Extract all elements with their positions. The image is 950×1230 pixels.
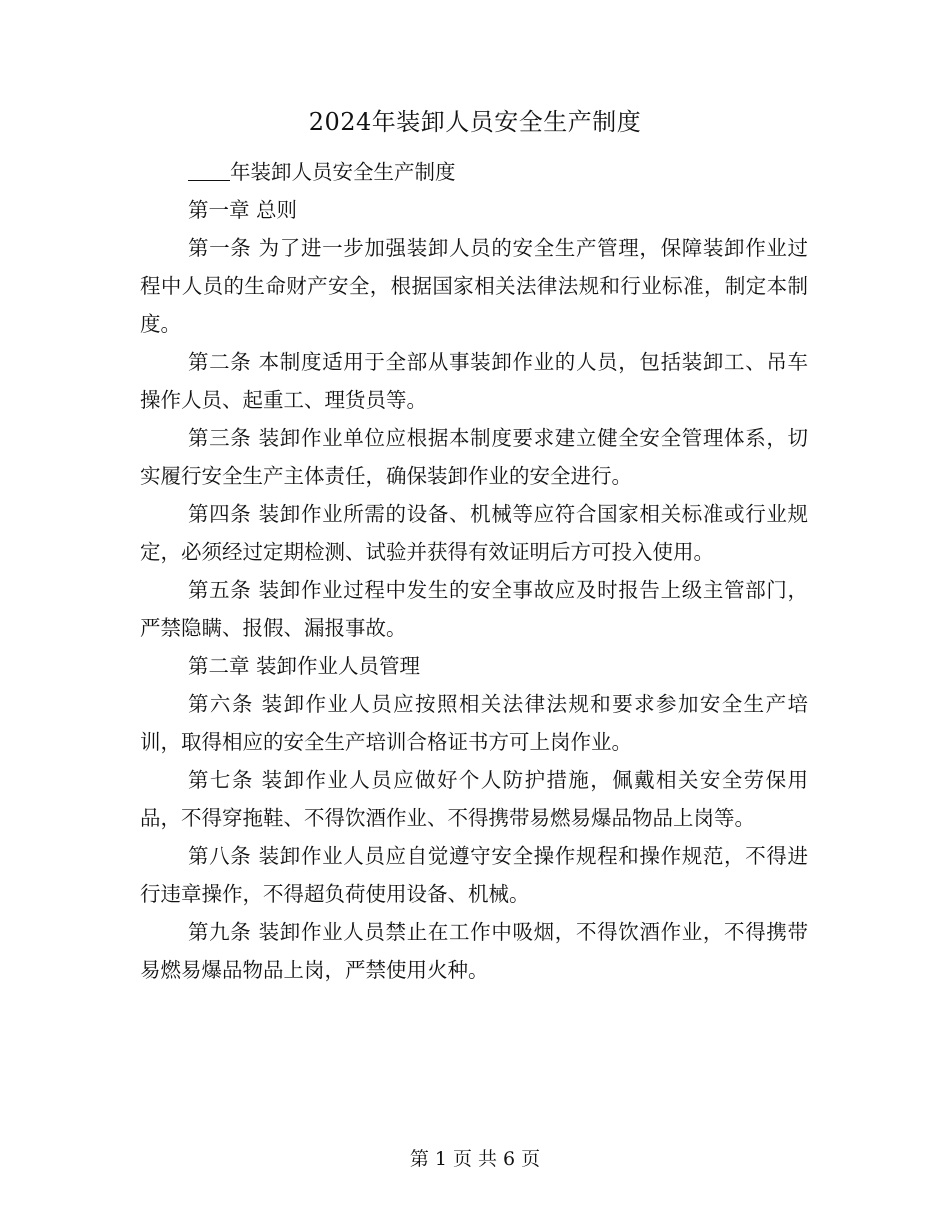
paragraph-text: 第二条 本制度适用于全部从事装卸作业的人员，包括装卸工、吊车操作人员、起重工、理货员等。 — [140, 350, 808, 412]
paragraph-text: 第八条 装卸作业人员应自觉遵守安全操作规程和操作规范，不得进行违章操作，不得超负荷使用设备、机械。 — [140, 844, 808, 906]
paragraph — [140, 229, 808, 343]
paragraph-text: 年装卸人员安全生产制度 — [230, 160, 456, 184]
paragraph-text: 第六条 装卸作业人员应按照相关法律法规和要求参加安全生产培训，取得相应的安全生产培训合格证书方可上岗作业。 — [140, 692, 808, 754]
paragraph — [140, 419, 808, 495]
paragraph-text: 第二章 装卸作业人员管理 — [188, 654, 421, 678]
fill-in-blank — [188, 160, 230, 181]
paragraph — [140, 495, 808, 571]
paragraph — [140, 913, 808, 989]
paragraph — [140, 343, 808, 419]
paragraph-text: 第一条 为了进一步加强装卸人员的安全生产管理，保障装卸作业过程中人员的生命财产安全，根据国家相关法律法规和行业标准，制定本制度。 — [140, 236, 808, 336]
document-title: 2024年装卸人员安全生产制度 — [308, 108, 642, 136]
paragraph-text: 第九条 装卸作业人员禁止在工作中吸烟，不得饮酒作业，不得携带易燃易爆品物品上岗，严禁使用火种。 — [140, 920, 808, 982]
paragraph — [140, 685, 808, 761]
paragraph-text: 第一章 总则 — [188, 198, 298, 222]
paragraph-text: 第七条 装卸作业人员应做好个人防护措施，佩戴相关安全劳保用品，不得穿拖鞋、不得饮酒作业、不得携带易燃易爆品物品上岗等。 — [140, 768, 808, 830]
paragraph — [140, 837, 808, 913]
paragraph — [140, 571, 808, 647]
paragraph — [140, 153, 808, 191]
document-body — [140, 153, 808, 989]
paragraph — [140, 761, 808, 837]
chapter-heading — [140, 191, 808, 229]
chapter-heading — [140, 647, 808, 685]
paragraph-text: 第五条 装卸作业过程中发生的安全事故应及时报告上级主管部门，严禁隐瞒、报假、漏报事故。 — [140, 578, 808, 640]
paragraph-text: 第三条 装卸作业单位应根据本制度要求建立健全安全管理体系，切实履行安全生产主体责任，确保装卸作业的安全进行。 — [140, 426, 808, 488]
page-footer: 第 1 页 共 6 页 — [409, 1148, 541, 1170]
paragraph-text: 第四条 装卸作业所需的设备、机械等应符合国家相关标准或行业规定，必须经过定期检测、试验并获得有效证明后方可投入使用。 — [140, 502, 808, 564]
